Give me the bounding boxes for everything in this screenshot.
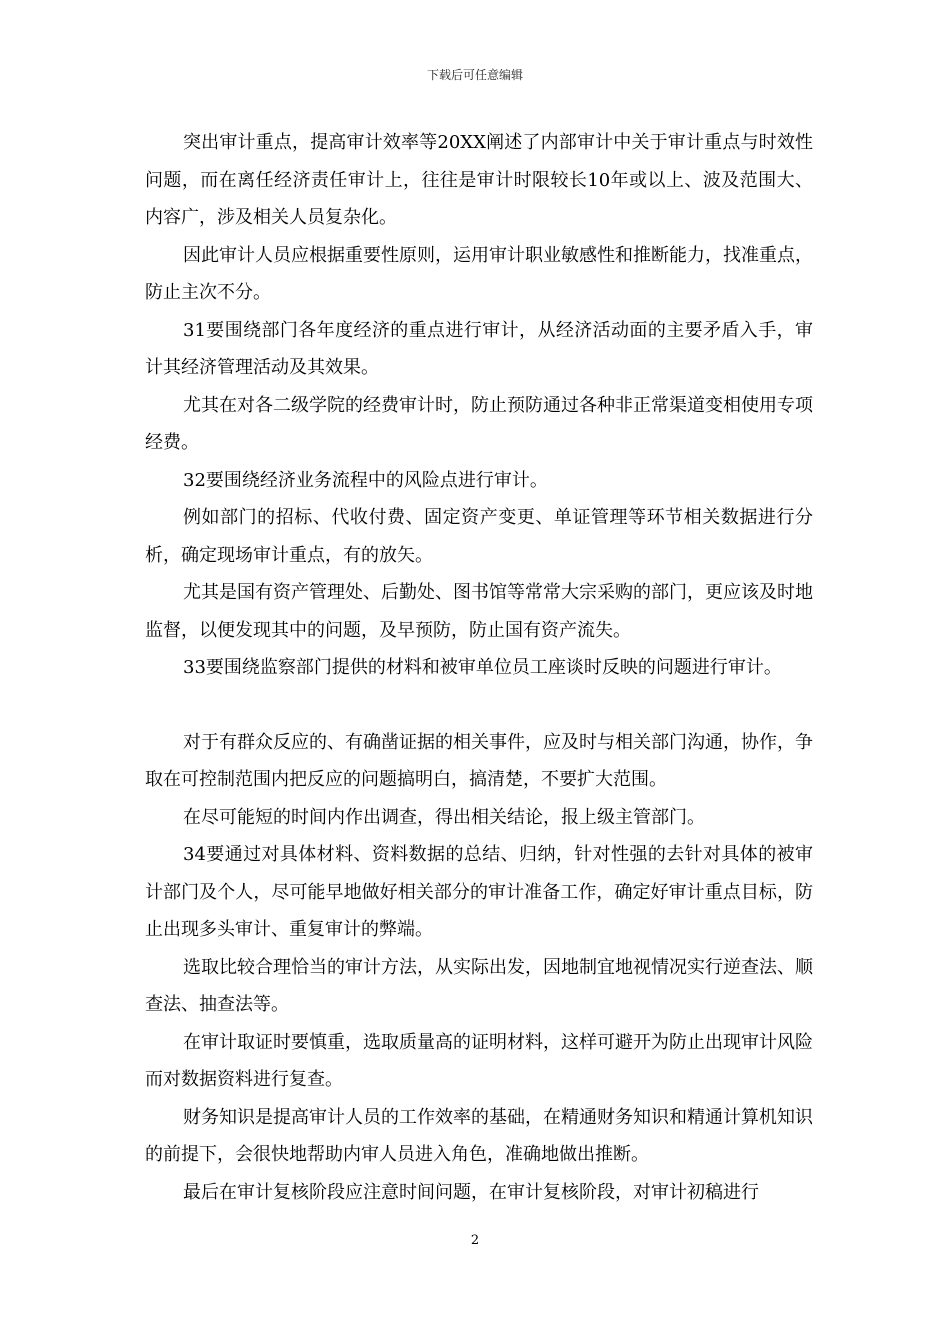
paragraph: 尤其是国有资产管理处、后勤处、图书馆等常常大宗采购的部门，更应该及时地监督，以便发现其中的问题，及早预防，防止国有资产流失。 — [145, 582, 813, 641]
paragraph: 在尽可能短的时间内作出调查，得出相关结论，报上级主管部门。 — [183, 806, 705, 828]
page-number: 2 — [470, 1233, 480, 1248]
paragraph: 34要通过对具体材料、资料数据的总结、归纳，针对性强的去针对具体的被审计部门及个人，尽可能早地做好相关部分的审计准备工作，确定好审计重点目标，防止出现多头审计、重复审计的弊端。 — [145, 844, 813, 940]
paragraph: 尤其在对各二级学院的经费审计时，防止预防通过各种非正常渠道变相使用专项经费。 — [145, 394, 813, 453]
body-text — [145, 124, 813, 1211]
paragraph: 选取比较合理恰当的审计方法，从实际出发，因地制宜地视情况实行逆查法、顺查法、抽查法等。 — [145, 956, 813, 1015]
paragraph: 例如部门的招标、代收付费、固定资产变更、单证管理等环节相关数据进行分析，确定现场审计重点，有的放矢。 — [145, 507, 813, 566]
paragraph: 因此审计人员应根据重要性原则，运用审计职业敏感性和推断能力，找准重点，防止主次不分。 — [145, 244, 813, 303]
paragraph: 财务知识是提高审计人员的工作效率的基础，在精通财务知识和精通计算机知识的前提下，会很快地帮助内审人员进入角色，准确地做出推断。 — [145, 1106, 813, 1165]
paragraph: 31要围绕部门各年度经济的重点进行审计，从经济活动面的主要矛盾入手，审计其经济管理活动及其效果。 — [145, 319, 813, 378]
paragraph: 32要围绕经济业务流程中的风险点进行审计。 — [183, 469, 548, 491]
paragraph: 最后在审计复核阶段应注意时间问题，在审计复核阶段，对审计初稿进行 — [183, 1181, 759, 1203]
paragraph: 对于有群众反应的、有确凿证据的相关事件，应及时与相关部门沟通，协作，争取在可控制范围内把反应的问题搞明白，搞清楚，不要扩大范围。 — [145, 731, 813, 790]
paragraph: 33要围绕监察部门提供的材料和被审单位员工座谈时反映的问题进行审计。 — [183, 657, 782, 678]
paragraph: 突出审计重点，提高审计效率等20XX阐述了内部审计中关于审计重点与时效性问题，而在离任经济责任审计上，往往是审计时限较长10年或以上、波及范围大、内容广，涉及相关人员复杂化。 — [145, 132, 813, 228]
header-note: 下载后可任意编辑 — [426, 68, 523, 82]
paragraph: 在审计取证时要慎重，选取质量高的证明材料，这样可避开为防止出现审计风险而对数据资料进行复查。 — [145, 1031, 813, 1090]
